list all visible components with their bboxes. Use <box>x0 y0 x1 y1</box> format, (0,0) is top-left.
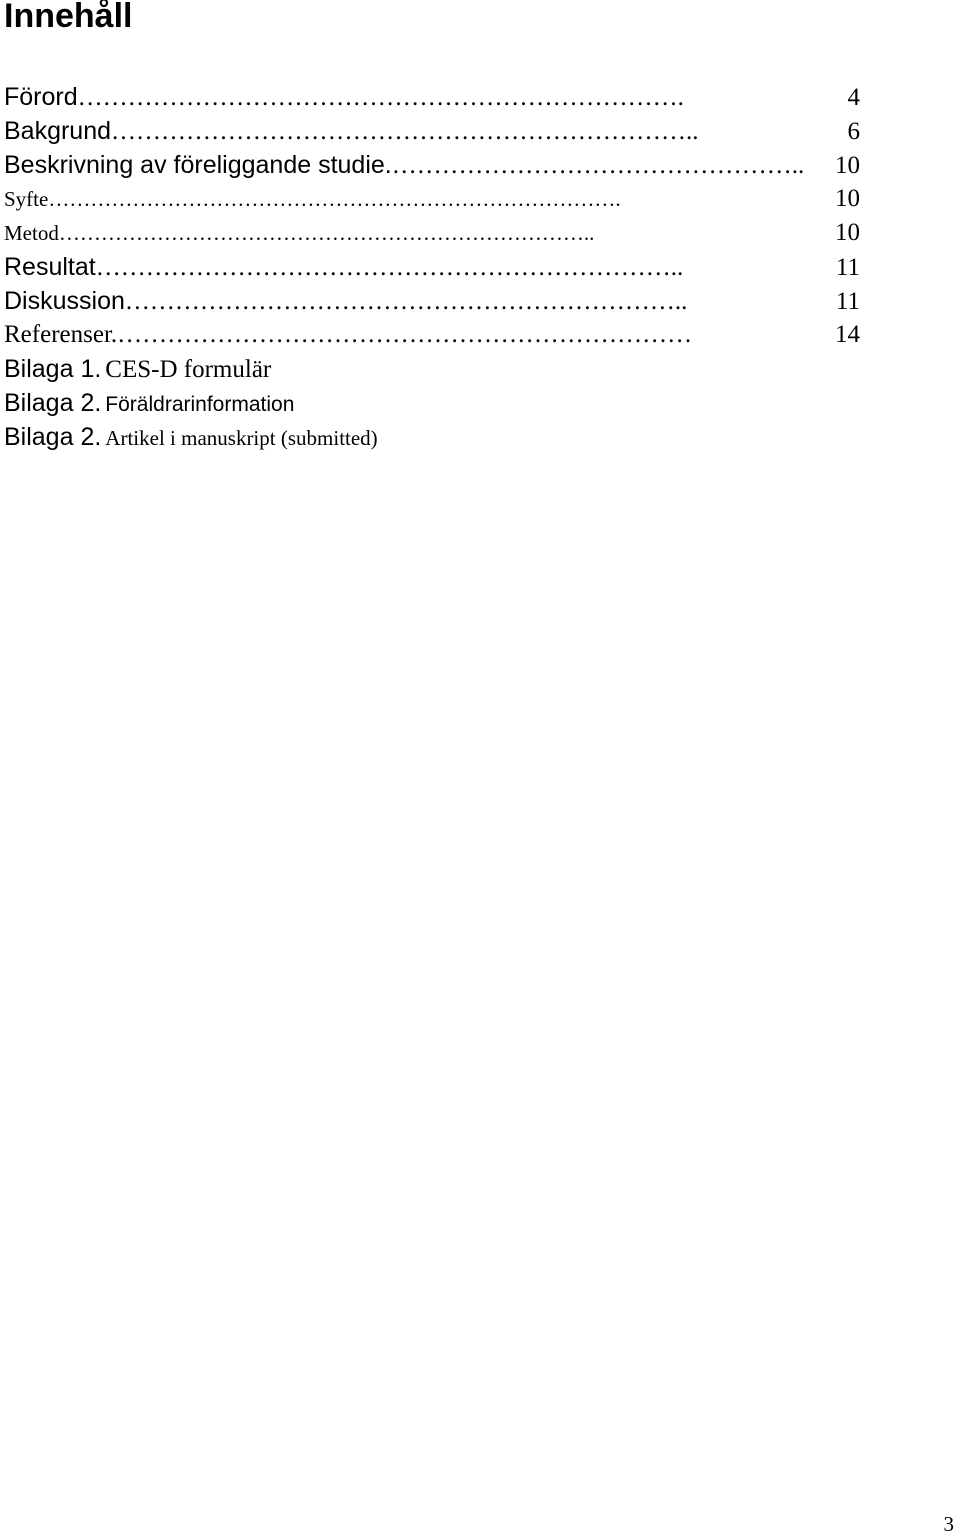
toc-entry-leader: …………………………………………………………….. <box>95 254 684 281</box>
toc-entry-title: Referenser. <box>4 321 118 348</box>
page-title: Innehåll <box>4 0 133 35</box>
toc-entry-page: 6 <box>847 118 860 145</box>
appendix-list <box>4 352 378 454</box>
toc-entry-page: 10 <box>835 152 860 179</box>
toc-entry-page: 10 <box>835 185 860 212</box>
toc-entry-bakgrund <box>4 114 860 148</box>
toc-entry-title: Bakgrund <box>4 117 112 145</box>
toc-entry-metod <box>4 216 860 250</box>
toc-entry-forord <box>4 80 860 114</box>
toc-entry-syfte <box>4 182 860 216</box>
toc-entry-title: Förord <box>4 83 78 111</box>
appendix-title: CES-D formulär <box>105 356 272 383</box>
toc-entry-referenser <box>4 318 860 352</box>
toc-entry-leader: ………………………………………………………………. <box>77 84 684 111</box>
appendix-prefix: Bilaga 1. <box>4 355 102 383</box>
toc-entry-resultat <box>4 250 860 284</box>
toc-entry-leader: ………………………………………………………………………. <box>48 187 621 211</box>
toc-entry-leader: ………………………………………………………………….. <box>58 221 595 245</box>
toc-entry-leader: ………………………………………….. <box>391 152 805 179</box>
toc-entry-title: Diskussion <box>4 287 125 315</box>
appendix-title: Föräldrarinformation <box>105 393 295 416</box>
toc-entry-leader: …………………………………………………………….. <box>111 118 699 145</box>
toc-entry-page: 4 <box>847 84 860 111</box>
toc-entry-title: Syfte <box>4 187 49 211</box>
toc-entry-page: 14 <box>835 321 860 348</box>
appendix-prefix: Bilaga 2. <box>4 389 102 417</box>
toc-entry-diskussion <box>4 284 860 318</box>
appendix-entry <box>4 386 378 420</box>
toc-entry-page: 11 <box>835 254 860 281</box>
page-number: 3 <box>943 1512 954 1536</box>
appendix-prefix: Bilaga 2. <box>4 423 102 451</box>
toc-entry-title: Beskrivning av föreliggande studie. <box>4 151 392 179</box>
toc-entry-title: Metod <box>4 221 59 245</box>
toc-entry-page: 11 <box>835 288 860 315</box>
toc-entry-title: Resultat <box>4 253 96 281</box>
appendix-entry <box>4 352 378 386</box>
toc-entry-leader: …………………………………………………………… <box>117 321 693 348</box>
appendix-title: Artikel i manuskript (submitted) <box>105 426 378 450</box>
table-of-contents <box>4 80 860 352</box>
toc-entry-page: 10 <box>835 219 860 246</box>
toc-entry-beskrivning <box>4 148 860 182</box>
toc-entry-leader: ………………………………………………………….. <box>124 288 688 315</box>
appendix-entry <box>4 420 378 454</box>
